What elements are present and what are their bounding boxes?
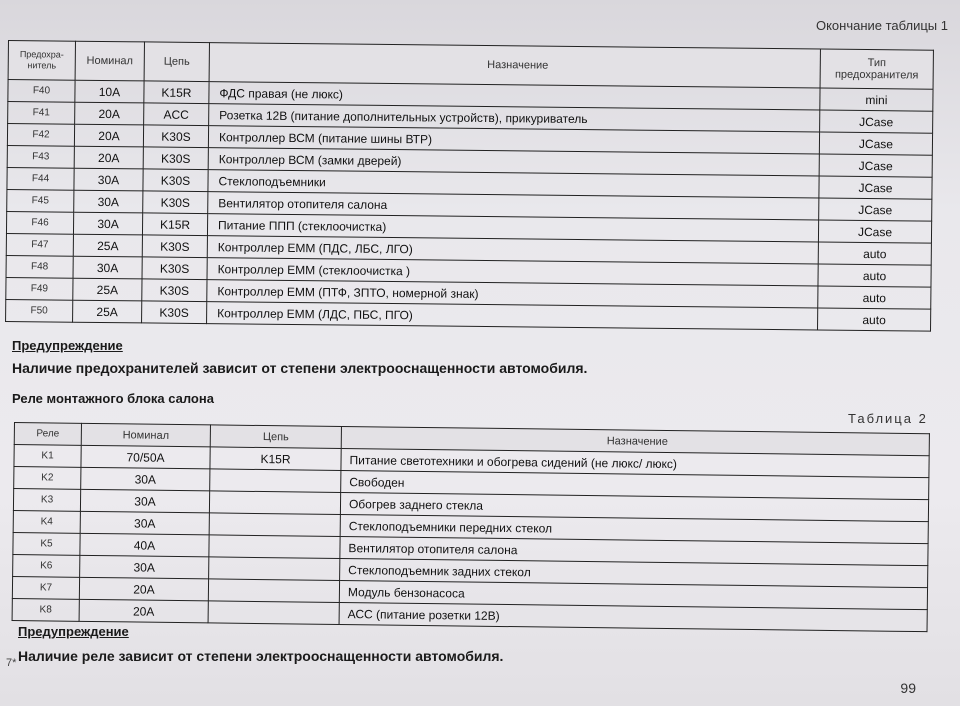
table-cell: Питание ППП (стеклоочистка) (207, 214, 818, 242)
table-cell: Стеклоподъемники передних стекол (340, 514, 928, 543)
table-cell: auto (818, 308, 931, 331)
table-cell: Стеклоподъемник задних стекол (340, 558, 928, 587)
table-cell: 20A (75, 102, 144, 125)
col-purpose: Назначение (209, 43, 820, 88)
table-cell: 30A (80, 555, 209, 579)
table-cell: K15R (210, 447, 341, 471)
table-cell: K30S (142, 279, 207, 302)
table-cell: F41 (8, 102, 75, 125)
table-cell: 30A (81, 467, 210, 491)
col-fuse: Предохра- нитель (8, 41, 75, 81)
table-cell: Питание светотехники и обогрева сидений (не люкс/ люкс) (341, 448, 929, 477)
table-cell (209, 557, 340, 581)
relay-section-title: Реле монтажного блока салона (12, 391, 214, 406)
table-cell: Контроллер ЕММ (ПТФ, ЗПТО, номерной знак) (207, 280, 818, 308)
table-cell: Контроллер ЕММ (стеклоочистка ) (207, 258, 818, 286)
table-cell: JCase (819, 198, 932, 221)
col-rating: Номинал (75, 41, 144, 81)
fuse-table (5, 40, 934, 332)
table-cell: K7 (12, 576, 79, 599)
table-cell: mini (820, 88, 933, 111)
table-cell: Контроллер ЕММ (ПДС, ЛБС, ЛГО) (207, 236, 818, 264)
warning-title: Предупреждение (18, 624, 129, 639)
table-cell: Стеклоподъемники (208, 170, 819, 198)
col-circuit: Цепь (210, 425, 341, 449)
table-cell: JCase (819, 132, 932, 155)
table-cell: F43 (7, 145, 74, 168)
signature-mark: 7* (6, 657, 17, 669)
table-cell: K5 (13, 532, 80, 555)
relay-table (12, 422, 930, 632)
col-circuit: Цепь (144, 42, 209, 82)
table-cell: 30A (74, 190, 143, 213)
table-cell: Контроллер ЕММ (ЛДС, ПБС, ПГО) (207, 302, 818, 330)
table-cell: 30A (73, 212, 142, 235)
table-cell: 25A (73, 234, 142, 257)
table-cell: 30A (80, 511, 209, 535)
table-cell: F48 (6, 255, 73, 278)
table-cell: 30A (80, 489, 209, 513)
table-cell: K6 (13, 554, 80, 577)
table-cell: K30S (142, 301, 207, 324)
table-cell: K3 (13, 489, 80, 512)
table-cell: 30A (73, 256, 142, 279)
col-rating: Номинал (81, 423, 210, 447)
col-relay: Реле (14, 423, 81, 446)
warning-text: Наличие предохранителей зависит от степени электрооснащенности автомобиля. (12, 360, 588, 376)
table-cell: JCase (819, 176, 932, 199)
table-cell: 10A (75, 80, 144, 103)
table-cell: F46 (6, 211, 73, 234)
table-cell: auto (818, 242, 931, 265)
table-cell: 40A (80, 533, 209, 557)
table-cell: JCase (818, 220, 931, 243)
table-cell: K30S (143, 191, 208, 214)
table-cell: ACC (144, 103, 209, 126)
table-cell: K1 (14, 445, 81, 468)
table-cell: F47 (6, 233, 73, 256)
table-cell: Розетка 12В (питание дополнительных устройств), прикуриватель (209, 104, 820, 132)
table-cell: F44 (7, 167, 74, 190)
table-cell: Контроллер ВСМ (замки дверей) (208, 148, 819, 176)
table-cell: Вентилятор отопителя салона (208, 192, 819, 220)
table-label: Таблица 2 (848, 411, 928, 426)
table-cell: 20A (74, 124, 143, 147)
table-cell: K4 (13, 510, 80, 533)
table-cell: K30S (142, 235, 207, 258)
continuation-label: Окончание таблицы 1 (815, 18, 948, 33)
table-cell: 20A (79, 577, 208, 601)
table-cell: Вентилятор отопителя салона (340, 536, 928, 565)
table-cell: 20A (79, 599, 208, 623)
table-cell: 25A (73, 300, 142, 323)
table-cell: ФДС правая (не люкс) (209, 82, 820, 110)
table-cell: 70/50A (81, 445, 210, 469)
table-cell: 30A (74, 168, 143, 191)
table-cell: F42 (7, 124, 74, 147)
table-cell: F40 (8, 80, 75, 103)
table-cell: K30S (142, 257, 207, 280)
table-cell: K30S (143, 169, 208, 192)
col-fuse-type: Тип предохранителя (820, 49, 933, 89)
warning-title: Предупреждение (12, 338, 123, 353)
warning-text: Наличие реле зависит от степени электрооснащенности автомобиля. (18, 648, 504, 664)
table-cell: Обогрев заднего стекла (340, 492, 928, 521)
table-cell: Свободен (341, 470, 929, 499)
table-cell (210, 469, 341, 493)
table-cell: K15R (144, 81, 209, 104)
table-cell: Контроллер ВСМ (питание шины ВТР) (208, 126, 819, 154)
table-cell: JCase (820, 110, 933, 133)
table-cell: auto (818, 264, 931, 287)
table-cell (209, 513, 340, 537)
table-cell: F50 (6, 299, 73, 322)
col-purpose: Назначение (341, 427, 929, 456)
table-cell: K2 (14, 467, 81, 490)
table-cell (209, 535, 340, 559)
table-cell: Модуль бензонасоса (339, 580, 927, 609)
table-cell: K8 (12, 598, 79, 621)
table-cell: K15R (142, 213, 207, 236)
table-cell: K30S (143, 147, 208, 170)
table-cell: auto (818, 286, 931, 309)
table-cell: F49 (6, 277, 73, 300)
table-cell: F45 (7, 189, 74, 212)
page-number: 99 (900, 680, 916, 696)
table-cell (208, 601, 339, 625)
table-cell: 25A (73, 278, 142, 301)
table-cell: АСС (питание розетки 12В) (339, 602, 927, 631)
table-cell: K30S (143, 125, 208, 148)
table-cell: 20A (74, 146, 143, 169)
table-cell (208, 579, 339, 603)
table-cell: JCase (819, 154, 932, 177)
table-cell (209, 491, 340, 515)
